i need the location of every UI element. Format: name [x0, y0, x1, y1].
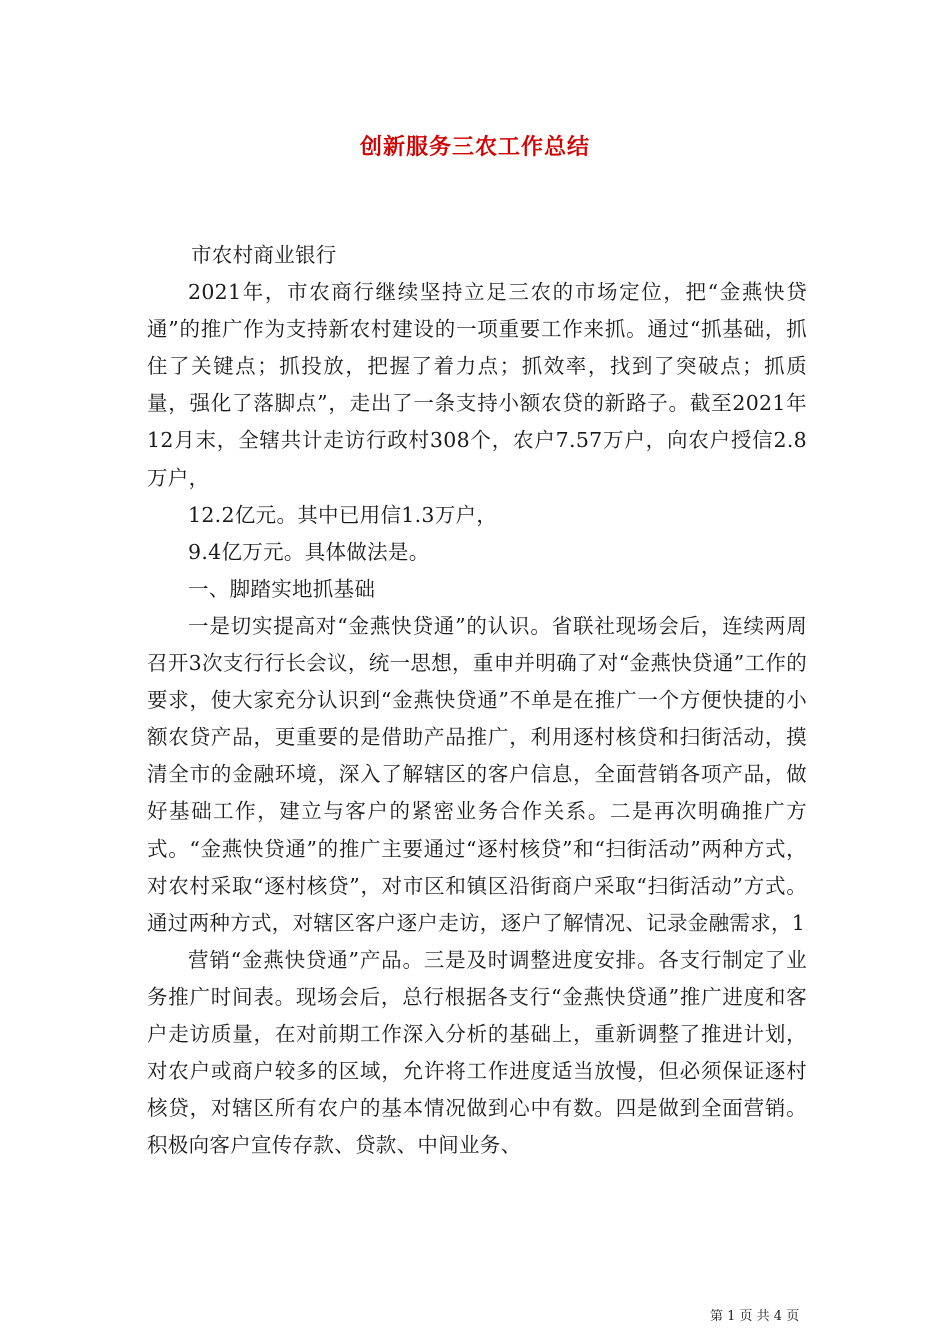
- paragraph: 9.4亿万元。具体做法是。: [188, 539, 430, 564]
- paragraph: 2021年，市农商行继续坚持立足三农的市场定位，把“金燕快贷通”的推广作为支持新农村建设的一项重要工作来抓。通过“抓基础，抓住了关键点；抓投放，把握了着力点；抓效率，找到了突破点；抓质量，强化了落脚点”，走出了一条支持小额农贷的新路子。截至2021年12月末，全辖共计走访行政村308个，农户7.57万户，向农户授信2.8万户，: [147, 280, 807, 490]
- paragraph: 营销“金燕快贷通”产品。三是及时调整进度安排。各支行制定了业务推广时间表。现场会后，总行根据各支行“金燕快贷通”推广进度和客户走访质量，在对前期工作深入分析的基础上，重新调整了推进计划，对农户或商户较多的区域，允许将工作进度适当放慢，但必须保证逐村核贷，对辖区所有农户的基本情况做到心中有数。四是做到全面营销。积极向客户宣传存款、贷款、中间业务、: [147, 947, 807, 1158]
- section-heading: 一、脚踏实地抓基础: [188, 576, 376, 601]
- paragraph: 12.2亿元。其中已用信1.3万户，: [188, 502, 498, 527]
- author-line: 市农村商业银行: [191, 243, 337, 267]
- document-title: 创新服务三农工作总结: [359, 135, 590, 160]
- page-number: [710, 1305, 799, 1324]
- document-body: [147, 237, 807, 1164]
- paragraph: 一是切实提高对“金燕快贷通”的认识。省联社现场会后，连续两周召开3次支行行长会议，统一思想，重申并明确了对“金燕快贷通”工作的要求，使大家充分认识到“金燕快贷通”不单是在推广一个方便快捷的小额农贷产品，更重要的是借助产品推广，利用逐村核贷和扫街活动，摸清全市的金融环境，深入了解辖区的客户信息，全面营销各项产品，做好基础工作，建立与客户的紧密业务合作关系。二是再次明确推广方式。“金燕快贷通”的推广主要通过“逐村核贷”和“扫街活动”两种方式，对农村采取“逐村核贷”，对市区和镇区沿街商户采取“扫街活动”方式。通过两种方式，对辖区客户逐户走访，逐户了解情况、记录金融需求，1: [147, 613, 807, 935]
- page-number-label: 第 1 页 共 4 页: [710, 1309, 800, 1324]
